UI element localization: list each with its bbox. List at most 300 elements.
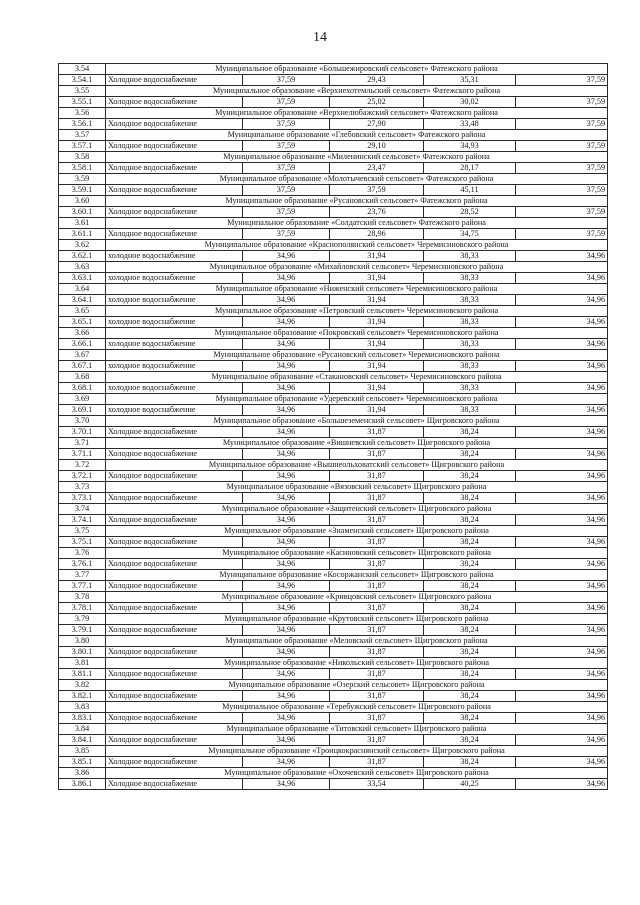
tariff-value-3: 38,33 — [424, 405, 516, 416]
subsection-code: 3.67.1 — [59, 361, 106, 372]
service-name: Холодное водоснабжение — [106, 537, 243, 548]
tariff-value-2: 31,87 — [330, 537, 424, 548]
tariff-value-4: 37,59 — [516, 163, 608, 174]
tariff-value-2: 31,87 — [330, 647, 424, 658]
section-code: 3.70 — [59, 416, 106, 427]
tariff-value-4: 37,59 — [516, 75, 608, 86]
tariff-value-1: 37,59 — [243, 163, 330, 174]
tariff-value-1: 34,96 — [243, 603, 330, 614]
tariff-values-row — [59, 537, 608, 548]
service-name: Холодное водоснабжение — [106, 625, 243, 636]
municipality-header-row — [59, 152, 608, 163]
tariff-values-row — [59, 471, 608, 482]
service-name: холодное водоснабжение — [106, 273, 243, 284]
service-name: Холодное водоснабжение — [106, 97, 243, 108]
municipality-title: Муниципальное образование «Краснополянский сельсовет» Черемисиновского района — [106, 240, 608, 251]
subsection-code: 3.55.1 — [59, 97, 106, 108]
tariff-value-2: 31,87 — [330, 757, 424, 768]
municipality-title: Муниципальное образование «Верхнелюбажский сельсовет» Фатежского района — [106, 108, 608, 119]
subsection-code: 3.75.1 — [59, 537, 106, 548]
service-name: Холодное водоснабжение — [106, 185, 243, 196]
tariff-value-2: 31,87 — [330, 669, 424, 680]
tariff-value-4: 34,96 — [516, 559, 608, 570]
section-code: 3.63 — [59, 262, 106, 273]
service-name: Холодное водоснабжение — [106, 669, 243, 680]
tariff-values-row — [59, 229, 608, 240]
section-code: 3.80 — [59, 636, 106, 647]
subsection-code: 3.85.1 — [59, 757, 106, 768]
tariff-value-1: 37,59 — [243, 185, 330, 196]
service-name: холодное водоснабжение — [106, 339, 243, 350]
tariff-value-2: 27,90 — [330, 119, 424, 130]
tariff-value-3: 38,24 — [424, 493, 516, 504]
tariff-value-2: 31,87 — [330, 581, 424, 592]
tariff-value-4: 34,96 — [516, 493, 608, 504]
tariff-value-2: 31,94 — [330, 295, 424, 306]
service-name: Холодное водоснабжение — [106, 119, 243, 130]
municipality-header-row — [59, 636, 608, 647]
service-name: холодное водоснабжение — [106, 383, 243, 394]
section-code: 3.68 — [59, 372, 106, 383]
subsection-code: 3.71.1 — [59, 449, 106, 460]
subsection-code: 3.58.1 — [59, 163, 106, 174]
section-code: 3.66 — [59, 328, 106, 339]
service-name: Холодное водоснабжение — [106, 141, 243, 152]
tariff-values-row — [59, 581, 608, 592]
tariff-value-1: 34,96 — [243, 471, 330, 482]
tariff-values-row — [59, 339, 608, 350]
tariff-value-1: 34,96 — [243, 537, 330, 548]
municipality-header-row — [59, 218, 608, 229]
tariff-value-2: 31,94 — [330, 405, 424, 416]
subsection-code: 3.70.1 — [59, 427, 106, 438]
tariff-value-2: 31,87 — [330, 603, 424, 614]
tariff-value-3: 38,24 — [424, 647, 516, 658]
tariff-values-row — [59, 647, 608, 658]
municipality-title: Муниципальное образование «Защитенский сельсовет» Щигровского района — [106, 504, 608, 515]
section-code: 3.69 — [59, 394, 106, 405]
service-name: Холодное водоснабжение — [106, 713, 243, 724]
municipality-title: Муниципальное образование «Покровский сельсовет» Черемисиновского района — [106, 328, 608, 339]
tariff-value-4: 37,59 — [516, 97, 608, 108]
municipality-title: Муниципальное образование «Миленинский сельсовет» Фатежского района — [106, 152, 608, 163]
municipality-title: Муниципальное образование «Охочевский сельсовет» Щигровского района — [106, 768, 608, 779]
tariff-value-4: 34,96 — [516, 537, 608, 548]
tariff-values-row — [59, 449, 608, 460]
subsection-code: 3.83.1 — [59, 713, 106, 724]
tariff-value-3: 38,24 — [424, 603, 516, 614]
tariff-value-1: 34,96 — [243, 317, 330, 328]
tariff-values-row — [59, 603, 608, 614]
section-code: 3.84 — [59, 724, 106, 735]
municipality-header-row — [59, 658, 608, 669]
tariff-value-2: 31,94 — [330, 273, 424, 284]
section-code: 3.78 — [59, 592, 106, 603]
municipality-header-row — [59, 504, 608, 515]
tariff-value-3: 38,24 — [424, 691, 516, 702]
subsection-code: 3.80.1 — [59, 647, 106, 658]
subsection-code: 3.72.1 — [59, 471, 106, 482]
section-code: 3.64 — [59, 284, 106, 295]
tariff-value-2: 31,87 — [330, 515, 424, 526]
municipality-title: Муниципальное образование «Вышнеольховатский сельсовет» Щигровского района — [106, 460, 608, 471]
service-name: холодное водоснабжение — [106, 251, 243, 262]
page-number: 14 — [313, 30, 327, 45]
subsection-code: 3.74.1 — [59, 515, 106, 526]
tariff-value-1: 34,96 — [243, 713, 330, 724]
municipality-header-row — [59, 592, 608, 603]
tariff-value-3: 38,33 — [424, 383, 516, 394]
municipality-header-row — [59, 64, 608, 75]
tariff-value-3: 38,33 — [424, 273, 516, 284]
municipality-title: Муниципальное образование «Ниженский сельсовет» Черемисиновского района — [106, 284, 608, 295]
section-code: 3.65 — [59, 306, 106, 317]
municipality-header-row — [59, 196, 608, 207]
tariff-value-2: 31,87 — [330, 735, 424, 746]
tariff-value-2: 31,94 — [330, 251, 424, 262]
subsection-code: 3.78.1 — [59, 603, 106, 614]
tariff-value-2: 31,87 — [330, 625, 424, 636]
tariff-values-row — [59, 251, 608, 262]
subsection-code: 3.82.1 — [59, 691, 106, 702]
tariff-value-4: 34,96 — [516, 669, 608, 680]
tariff-value-4: 37,59 — [516, 229, 608, 240]
tariff-value-3: 38,24 — [424, 757, 516, 768]
tariff-values-row — [59, 317, 608, 328]
service-name: Холодное водоснабжение — [106, 471, 243, 482]
tariff-value-1: 34,96 — [243, 559, 330, 570]
section-code: 3.56 — [59, 108, 106, 119]
tariff-value-1: 37,59 — [243, 119, 330, 130]
service-name: Холодное водоснабжение — [106, 493, 243, 504]
service-name: холодное водоснабжение — [106, 317, 243, 328]
subsection-code: 3.76.1 — [59, 559, 106, 570]
tariff-value-3: 38,24 — [424, 625, 516, 636]
tariff-value-1: 34,96 — [243, 669, 330, 680]
tariff-value-4: 34,96 — [516, 603, 608, 614]
section-code: 3.60 — [59, 196, 106, 207]
service-name: Холодное водоснабжение — [106, 449, 243, 460]
tariff-table-body — [59, 64, 608, 790]
tariff-values-row — [59, 141, 608, 152]
section-code: 3.54 — [59, 64, 106, 75]
tariff-value-4: 34,96 — [516, 383, 608, 394]
section-code: 3.72 — [59, 460, 106, 471]
tariff-value-4: 34,96 — [516, 625, 608, 636]
subsection-code: 3.86.1 — [59, 779, 106, 790]
tariff-values-row — [59, 493, 608, 504]
tariff-value-3: 34,93 — [424, 141, 516, 152]
municipality-title: Муниципальное образование «Крутовский сельсовет» Щигровского района — [106, 614, 608, 625]
tariff-value-1: 37,59 — [243, 207, 330, 218]
service-name: Холодное водоснабжение — [106, 515, 243, 526]
subsection-code: 3.62.1 — [59, 251, 106, 262]
tariff-value-4: 34,96 — [516, 735, 608, 746]
tariff-values-row — [59, 295, 608, 306]
municipality-header-row — [59, 174, 608, 185]
tariff-value-1: 34,96 — [243, 339, 330, 350]
tariff-value-4: 34,96 — [516, 317, 608, 328]
municipality-title: Муниципальное образование «Петровский сельсовет» Черемисиновского района — [106, 306, 608, 317]
tariff-value-1: 34,96 — [243, 515, 330, 526]
tariff-value-3: 38,24 — [424, 427, 516, 438]
service-name: Холодное водоснабжение — [106, 757, 243, 768]
tariff-value-1: 34,96 — [243, 493, 330, 504]
tariff-value-1: 34,96 — [243, 691, 330, 702]
municipality-header-row — [59, 86, 608, 97]
section-code: 3.57 — [59, 130, 106, 141]
tariff-value-2: 31,87 — [330, 691, 424, 702]
tariff-value-1: 34,96 — [243, 295, 330, 306]
tariff-value-3: 38,33 — [424, 339, 516, 350]
tariff-values-row — [59, 97, 608, 108]
municipality-header-row — [59, 482, 608, 493]
subsection-code: 3.56.1 — [59, 119, 106, 130]
section-code: 3.74 — [59, 504, 106, 515]
tariff-value-4: 34,96 — [516, 471, 608, 482]
municipality-title: Муниципальное образование «Удеревский сельсовет» Черемисиновского района — [106, 394, 608, 405]
tariff-table — [58, 63, 608, 790]
tariff-value-4: 34,96 — [516, 691, 608, 702]
service-name: Холодное водоснабжение — [106, 735, 243, 746]
tariff-value-3: 38,24 — [424, 581, 516, 592]
tariff-values-row — [59, 559, 608, 570]
tariff-value-2: 31,87 — [330, 449, 424, 460]
tariff-values-row — [59, 757, 608, 768]
tariff-value-3: 38,33 — [424, 361, 516, 372]
tariff-value-3: 34,75 — [424, 229, 516, 240]
subsection-code: 3.54.1 — [59, 75, 106, 86]
section-code: 3.86 — [59, 768, 106, 779]
tariff-value-1: 34,96 — [243, 383, 330, 394]
municipality-title: Муниципальное образование «Знаменский сельсовет» Щигровского района — [106, 526, 608, 537]
tariff-value-3: 38,24 — [424, 471, 516, 482]
tariff-values-row — [59, 75, 608, 86]
municipality-title: Муниципальное образование «Большеземенский сельсовет» Щигровского района — [106, 416, 608, 427]
municipality-title: Муниципальное образование «Вязовский сельсовет» Щигровского района — [106, 482, 608, 493]
tariff-value-3: 30,02 — [424, 97, 516, 108]
service-name: Холодное водоснабжение — [106, 427, 243, 438]
service-name: Холодное водоснабжение — [106, 75, 243, 86]
section-code: 3.73 — [59, 482, 106, 493]
tariff-value-3: 38,33 — [424, 295, 516, 306]
tariff-value-4: 34,96 — [516, 427, 608, 438]
municipality-title: Муниципальное образование «Озерский сельсовет» Щигровского района — [106, 680, 608, 691]
tariff-value-2: 23,76 — [330, 207, 424, 218]
tariff-value-2: 31,87 — [330, 427, 424, 438]
tariff-value-4: 34,96 — [516, 757, 608, 768]
municipality-header-row — [59, 614, 608, 625]
tariff-value-3: 28,52 — [424, 207, 516, 218]
municipality-header-row — [59, 746, 608, 757]
municipality-title: Муниципальное образование «Троицкокраснянский сельсовет» Щигровского района — [106, 746, 608, 757]
service-name: Холодное водоснабжение — [106, 163, 243, 174]
tariff-value-1: 34,96 — [243, 273, 330, 284]
tariff-value-4: 34,96 — [516, 361, 608, 372]
municipality-header-row — [59, 724, 608, 735]
municipality-header-row — [59, 284, 608, 295]
tariff-values-row — [59, 735, 608, 746]
tariff-value-1: 37,59 — [243, 75, 330, 86]
tariff-values-row — [59, 713, 608, 724]
service-name: холодное водоснабжение — [106, 361, 243, 372]
subsection-code: 3.69.1 — [59, 405, 106, 416]
tariff-value-4: 34,96 — [516, 251, 608, 262]
section-code: 3.77 — [59, 570, 106, 581]
tariff-value-3: 38,24 — [424, 449, 516, 460]
tariff-value-2: 25,02 — [330, 97, 424, 108]
subsection-code: 3.61.1 — [59, 229, 106, 240]
municipality-header-row — [59, 702, 608, 713]
municipality-header-row — [59, 548, 608, 559]
tariff-value-3: 38,33 — [424, 251, 516, 262]
municipality-header-row — [59, 394, 608, 405]
municipality-title: Муниципальное образование «Русановский сельсовет» Фатежского района — [106, 196, 608, 207]
tariff-value-3: 38,24 — [424, 537, 516, 548]
tariff-value-4: 34,96 — [516, 647, 608, 658]
tariff-value-1: 34,96 — [243, 625, 330, 636]
municipality-header-row — [59, 416, 608, 427]
section-code: 3.59 — [59, 174, 106, 185]
municipality-title: Муниципальное образование «Большежировский сельсовет» Фатежского района — [106, 64, 608, 75]
municipality-title: Муниципальное образование «Русановский сельсовет» Черемисиновского района — [106, 350, 608, 361]
subsection-code: 3.73.1 — [59, 493, 106, 504]
tariff-value-4: 34,96 — [516, 405, 608, 416]
section-code: 3.79 — [59, 614, 106, 625]
tariff-value-3: 38,24 — [424, 735, 516, 746]
tariff-values-row — [59, 405, 608, 416]
municipality-title: Муниципальное образование «Молотычевский сельсовет» Фатежского района — [106, 174, 608, 185]
tariff-value-4: 34,96 — [516, 581, 608, 592]
tariff-value-3: 38,24 — [424, 669, 516, 680]
municipality-title: Муниципальное образование «Вишневский сельсовет» Щигровского района — [106, 438, 608, 449]
subsection-code: 3.63.1 — [59, 273, 106, 284]
section-code: 3.81 — [59, 658, 106, 669]
service-name: Холодное водоснабжение — [106, 691, 243, 702]
tariff-value-4: 34,96 — [516, 449, 608, 460]
subsection-code: 3.68.1 — [59, 383, 106, 394]
municipality-title: Муниципальное образование «Никольский сельсовет» Щигровского района — [106, 658, 608, 669]
tariff-value-1: 37,59 — [243, 229, 330, 240]
subsection-code: 3.81.1 — [59, 669, 106, 680]
tariff-value-2: 31,94 — [330, 317, 424, 328]
municipality-header-row — [59, 240, 608, 251]
subsection-code: 3.57.1 — [59, 141, 106, 152]
tariff-values-row — [59, 361, 608, 372]
tariff-value-2: 28,96 — [330, 229, 424, 240]
tariff-values-row — [59, 625, 608, 636]
tariff-value-1: 34,96 — [243, 779, 330, 790]
tariff-value-1: 37,59 — [243, 97, 330, 108]
tariff-values-row — [59, 383, 608, 394]
section-code: 3.75 — [59, 526, 106, 537]
municipality-title: Муниципальное образование «Глебовский сельсовет» Фатежского района — [106, 130, 608, 141]
tariff-value-1: 34,96 — [243, 735, 330, 746]
tariff-value-4: 34,96 — [516, 713, 608, 724]
tariff-value-1: 34,96 — [243, 757, 330, 768]
tariff-values-row — [59, 273, 608, 284]
tariff-value-2: 29,43 — [330, 75, 424, 86]
tariff-value-2: 31,94 — [330, 339, 424, 350]
section-code: 3.85 — [59, 746, 106, 757]
tariff-value-2: 37,59 — [330, 185, 424, 196]
municipality-header-row — [59, 372, 608, 383]
subsection-code: 3.64.1 — [59, 295, 106, 306]
municipality-title: Муниципальное образование «Верхнехотемльский сельсовет» Фатежского района — [106, 86, 608, 97]
tariff-value-3: 33,48 — [424, 119, 516, 130]
municipality-header-row — [59, 460, 608, 471]
municipality-title: Муниципальное образование «Теребужский сельсовет» Щигровского района — [106, 702, 608, 713]
service-name: Холодное водоснабжение — [106, 229, 243, 240]
tariff-values-row — [59, 427, 608, 438]
tariff-value-2: 33,54 — [330, 779, 424, 790]
tariff-value-2: 31,87 — [330, 559, 424, 570]
tariff-value-3: 38,33 — [424, 317, 516, 328]
section-code: 3.58 — [59, 152, 106, 163]
section-code: 3.82 — [59, 680, 106, 691]
municipality-header-row — [59, 570, 608, 581]
tariff-value-1: 34,96 — [243, 251, 330, 262]
subsection-code: 3.77.1 — [59, 581, 106, 592]
tariff-value-4: 34,96 — [516, 273, 608, 284]
service-name: холодное водоснабжение — [106, 405, 243, 416]
section-code: 3.67 — [59, 350, 106, 361]
tariff-value-3: 28,17 — [424, 163, 516, 174]
tariff-value-2: 31,87 — [330, 493, 424, 504]
tariff-value-4: 34,96 — [516, 295, 608, 306]
service-name: Холодное водоснабжение — [106, 603, 243, 614]
municipality-title: Муниципальное образование «Солдатский сельсовет» Фатежского района — [106, 218, 608, 229]
tariff-values-row — [59, 669, 608, 680]
tariff-value-1: 37,59 — [243, 141, 330, 152]
tariff-value-3: 45,11 — [424, 185, 516, 196]
service-name: холодное водоснабжение — [106, 295, 243, 306]
tariff-value-2: 29,10 — [330, 141, 424, 152]
municipality-header-row — [59, 108, 608, 119]
service-name: Холодное водоснабжение — [106, 647, 243, 658]
tariff-value-3: 38,24 — [424, 559, 516, 570]
municipality-header-row — [59, 438, 608, 449]
tariff-value-3: 38,24 — [424, 515, 516, 526]
subsection-code: 3.59.1 — [59, 185, 106, 196]
municipality-header-row — [59, 526, 608, 537]
tariff-value-4: 37,59 — [516, 207, 608, 218]
subsection-code: 3.79.1 — [59, 625, 106, 636]
subsection-code: 3.65.1 — [59, 317, 106, 328]
service-name: Холодное водоснабжение — [106, 779, 243, 790]
municipality-header-row — [59, 350, 608, 361]
section-code: 3.61 — [59, 218, 106, 229]
service-name: Холодное водоснабжение — [106, 207, 243, 218]
subsection-code: 3.84.1 — [59, 735, 106, 746]
tariff-values-row — [59, 163, 608, 174]
tariff-value-3: 35,31 — [424, 75, 516, 86]
tariff-values-row — [59, 185, 608, 196]
section-code: 3.55 — [59, 86, 106, 97]
municipality-header-row — [59, 680, 608, 691]
tariff-values-row — [59, 515, 608, 526]
tariff-value-2: 31,94 — [330, 361, 424, 372]
service-name: Холодное водоснабжение — [106, 581, 243, 592]
municipality-title: Муниципальное образование «Михайловский сельсовет» Черемисиновского района — [106, 262, 608, 273]
municipality-header-row — [59, 768, 608, 779]
tariff-value-1: 34,96 — [243, 449, 330, 460]
tariff-value-1: 34,96 — [243, 405, 330, 416]
tariff-values-row — [59, 779, 608, 790]
tariff-value-2: 23,47 — [330, 163, 424, 174]
subsection-code: 3.60.1 — [59, 207, 106, 218]
municipality-header-row — [59, 262, 608, 273]
